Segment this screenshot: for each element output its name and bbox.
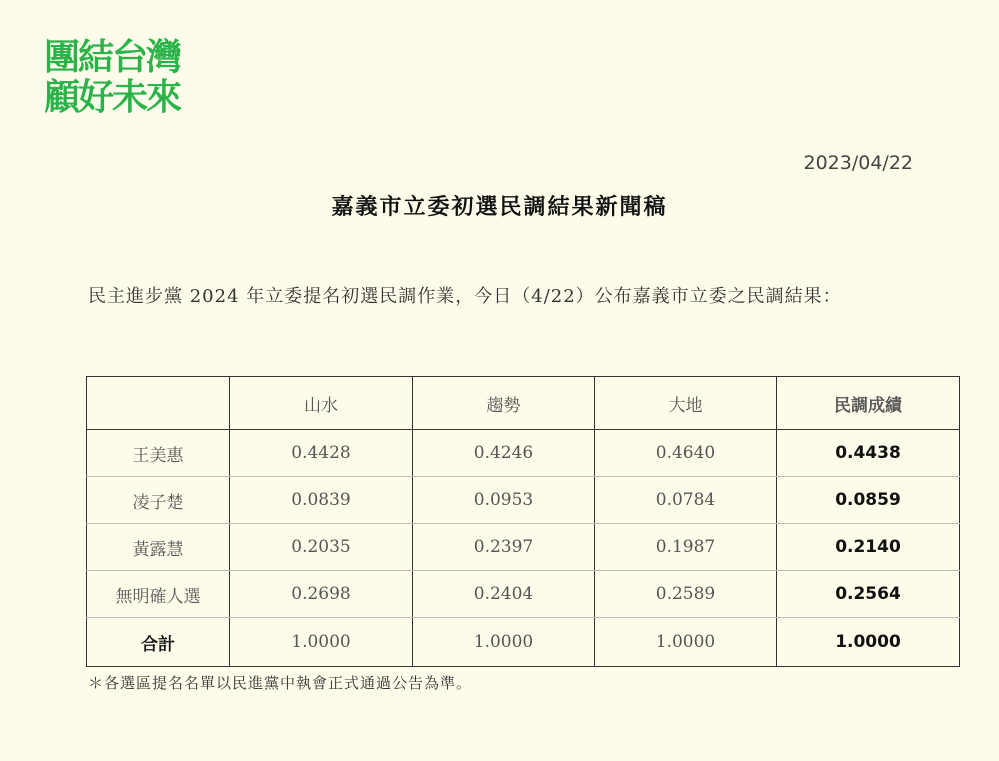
total-label: 合計 <box>87 618 230 667</box>
shanshui-value: 0.4428 <box>230 430 413 477</box>
dadi-value: 0.0784 <box>595 477 777 524</box>
qushi-value: 0.4246 <box>413 430 595 477</box>
shanshui-value: 0.2698 <box>230 571 413 618</box>
campaign-logo <box>44 38 204 122</box>
table-header-row <box>87 377 960 430</box>
table-row <box>87 477 960 524</box>
shanshui-value: 0.0839 <box>230 477 413 524</box>
logo-line-1: 團結台灣 <box>44 37 181 78</box>
intro-paragraph: 民主進步黨 2024 年立委提名初選民調作業，今日（4/22）公布嘉義市立委之民調結果： <box>88 286 842 307</box>
candidate-name: 無明確人選 <box>87 571 230 618</box>
dadi-value: 0.4640 <box>595 430 777 477</box>
qushi-value: 0.2404 <box>413 571 595 618</box>
dadi-value: 0.2589 <box>595 571 777 618</box>
table-row <box>87 571 960 618</box>
document-title: 嘉義市立委初選民調結果新聞稿 <box>331 195 668 220</box>
dadi-total: 1.0000 <box>595 618 777 667</box>
table-row <box>87 524 960 571</box>
dadi-value: 0.1987 <box>595 524 777 571</box>
qushi-value: 0.0953 <box>413 477 595 524</box>
qushi-value: 0.2397 <box>413 524 595 571</box>
table-total-row <box>87 618 960 667</box>
header-dadi: 大地 <box>595 377 777 430</box>
poll-score-value: 0.2140 <box>777 524 960 571</box>
candidate-name: 凌子楚 <box>87 477 230 524</box>
header-poll-score: 民調成績 <box>777 377 960 430</box>
footnote: ＊各選區提名名單以民進黨中執會正式通過公告為準。 <box>88 674 473 692</box>
shanshui-value: 0.2035 <box>230 524 413 571</box>
poll-score-value: 0.2564 <box>777 571 960 618</box>
header-empty-cell <box>87 377 230 430</box>
poll-score-value: 0.4438 <box>777 430 960 477</box>
shanshui-total: 1.0000 <box>230 618 413 667</box>
header-shanshui: 山水 <box>230 377 413 430</box>
candidate-name: 黃露慧 <box>87 524 230 571</box>
qushi-total: 1.0000 <box>413 618 595 667</box>
candidate-name: 王美惠 <box>87 430 230 477</box>
poll-score-value: 0.0859 <box>777 477 960 524</box>
header-qushi: 趨勢 <box>413 377 595 430</box>
poll-score-total: 1.0000 <box>777 618 960 667</box>
table-row <box>87 430 960 477</box>
release-date: 2023/04/22 <box>803 152 913 174</box>
logo-line-2: 顧好未來 <box>44 77 181 118</box>
poll-results-table <box>86 376 960 667</box>
